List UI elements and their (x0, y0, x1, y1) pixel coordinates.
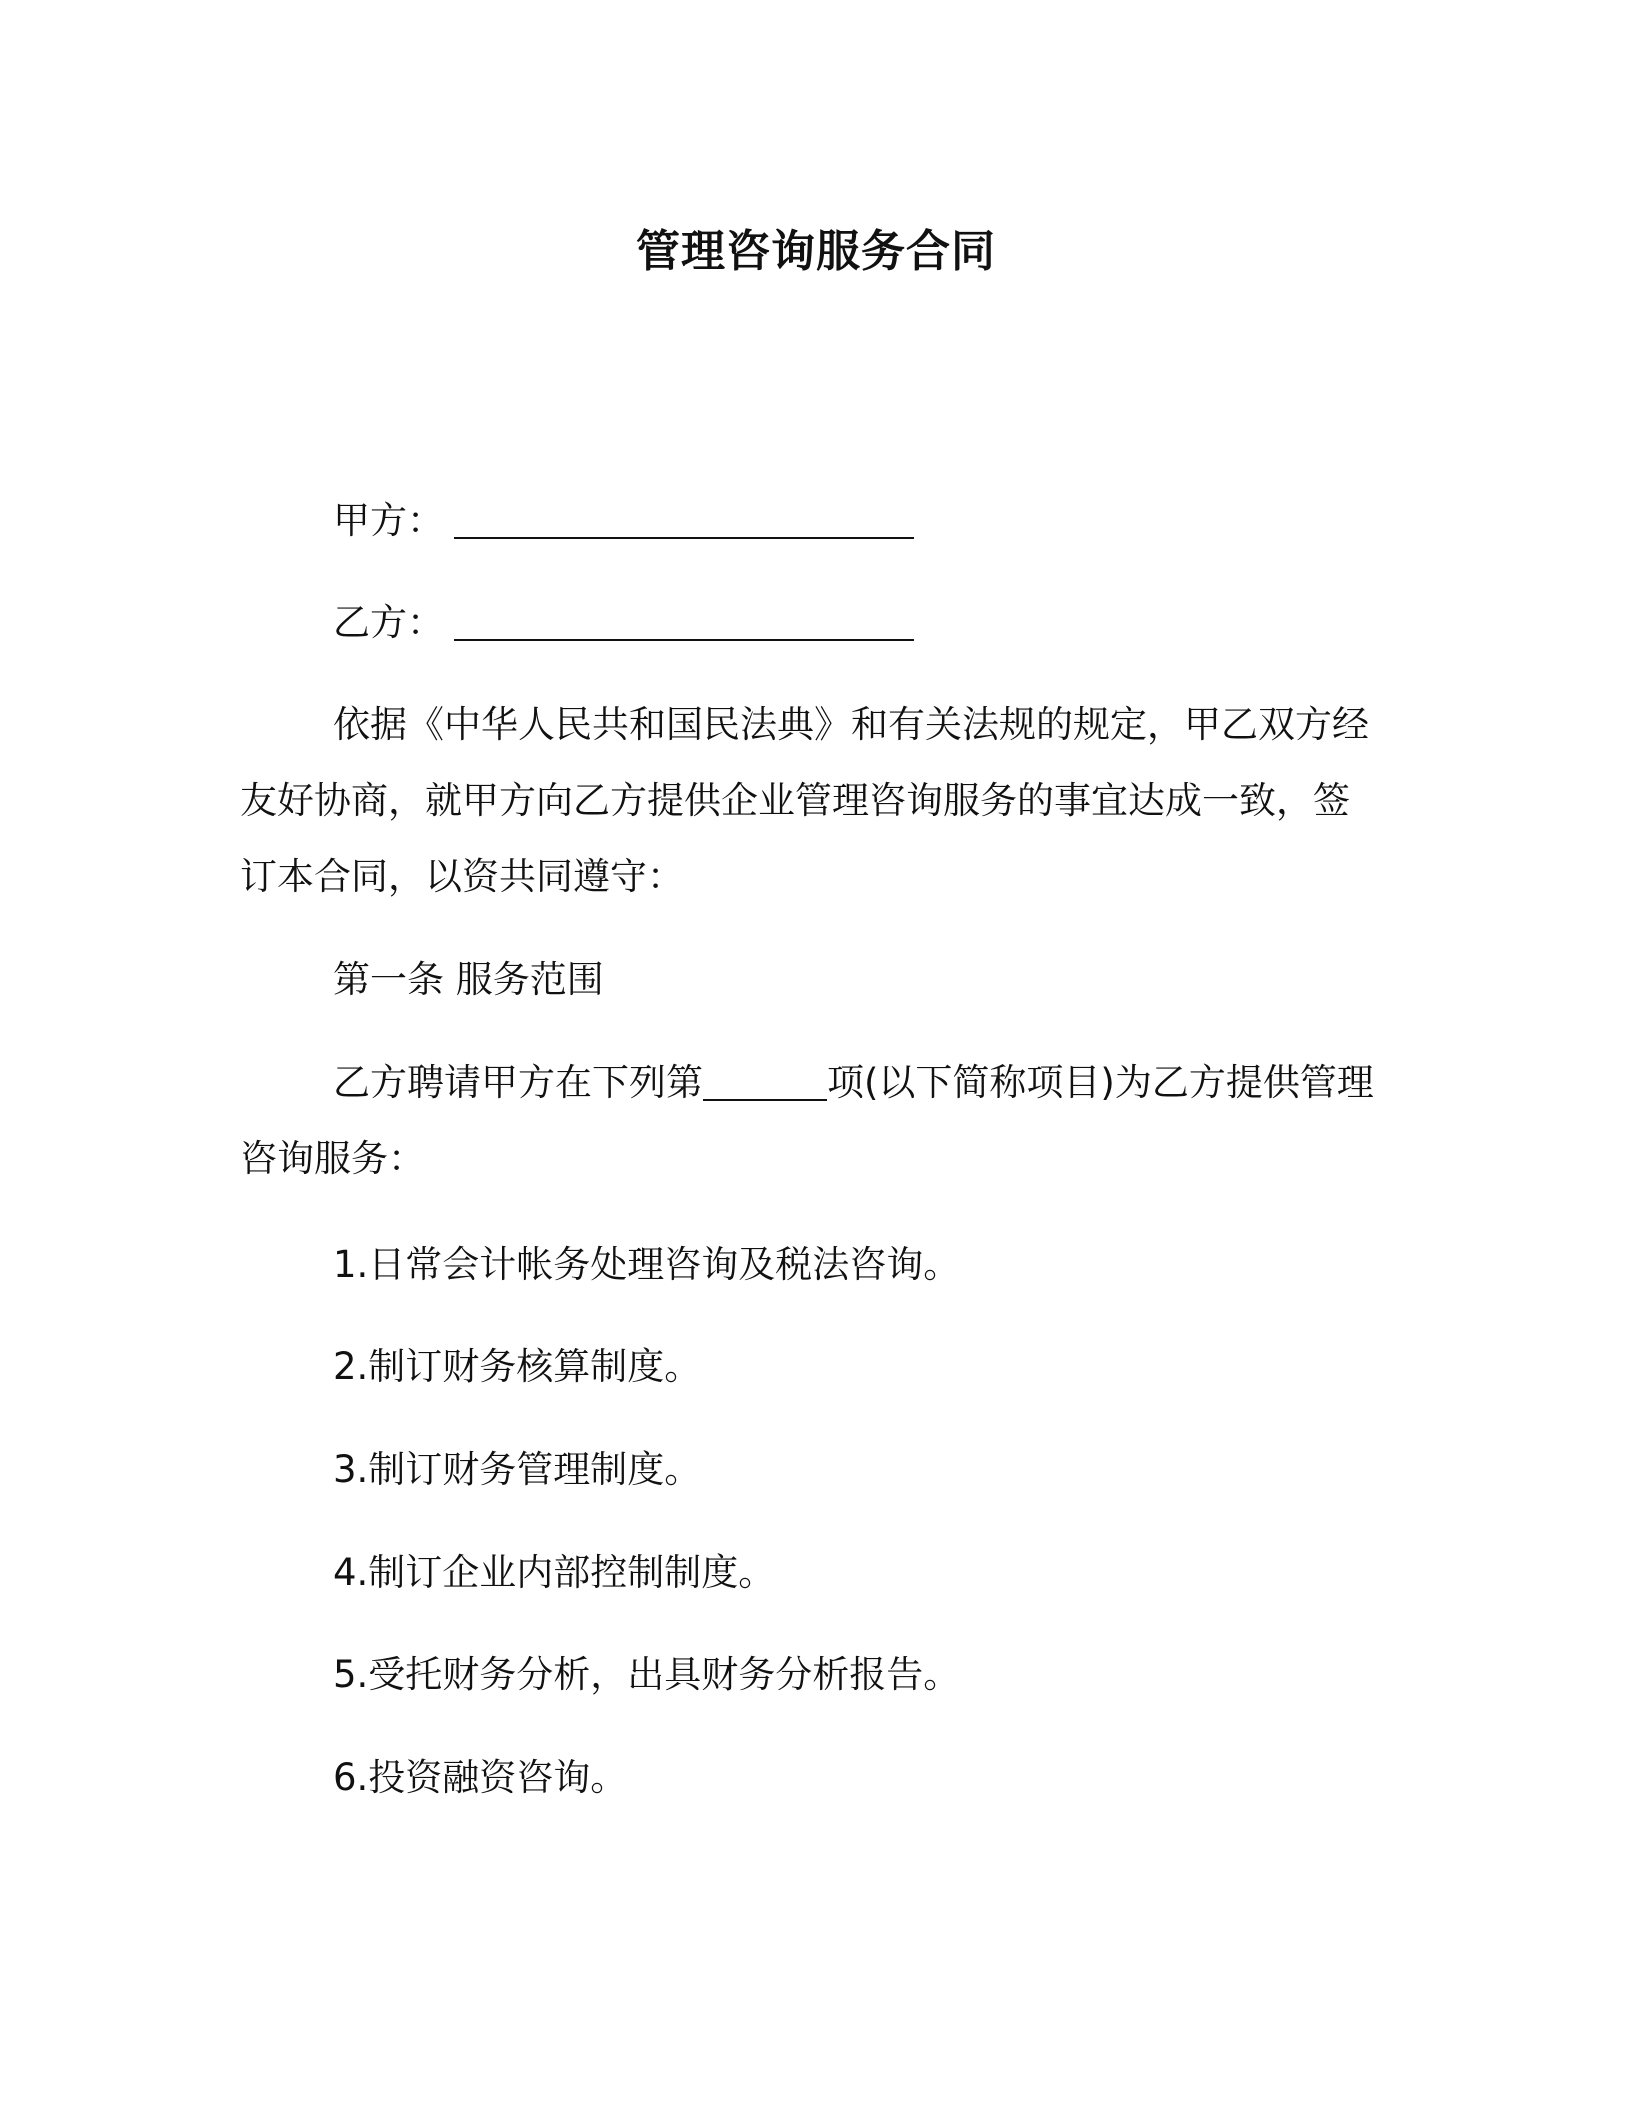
list-item: 1.日常会计帐务处理咨询及税法咨询。 (333, 1243, 961, 1286)
party-b-line (333, 598, 914, 648)
list-item: 2.制订财务核算制度。 (333, 1345, 702, 1388)
article-1-text-after-blank: 项(以下简称项目)为乙方提供管理 (827, 1061, 1374, 1104)
party-a-label: 甲方： (333, 499, 444, 542)
list-item: 6.投资融资咨询。 (333, 1756, 628, 1799)
list-item: 3.制订财务管理制度。 (333, 1448, 702, 1491)
preamble-line-1: 依据《中华人民共和国民法典》和有关法规的规定，甲乙双方经 (333, 703, 1369, 746)
party-a-blank (454, 537, 914, 539)
article-1-text-before-blank: 乙方聘请甲方在下列第 (333, 1061, 703, 1104)
preamble-line-2: 友好协商，就甲方向乙方提供企业管理咨询服务的事宜达成一致，签 (240, 779, 1350, 822)
article-1-item-blank (703, 1099, 827, 1101)
document-title: 管理咨询服务合同 (636, 226, 996, 277)
party-a-line (333, 496, 914, 546)
preamble-line-3: 订本合同，以资共同遵守： (240, 855, 684, 898)
list-item: 4.制订企业内部控制制度。 (333, 1551, 776, 1594)
article-1-line-2: 咨询服务： (240, 1137, 425, 1180)
party-b-blank (454, 639, 914, 641)
list-item: 5.受托财务分析，出具财务分析报告。 (333, 1653, 961, 1696)
article-1-line-1 (333, 1058, 1374, 1108)
article-1-heading: 第一条 服务范围 (333, 958, 604, 1001)
party-b-label: 乙方： (333, 601, 444, 644)
